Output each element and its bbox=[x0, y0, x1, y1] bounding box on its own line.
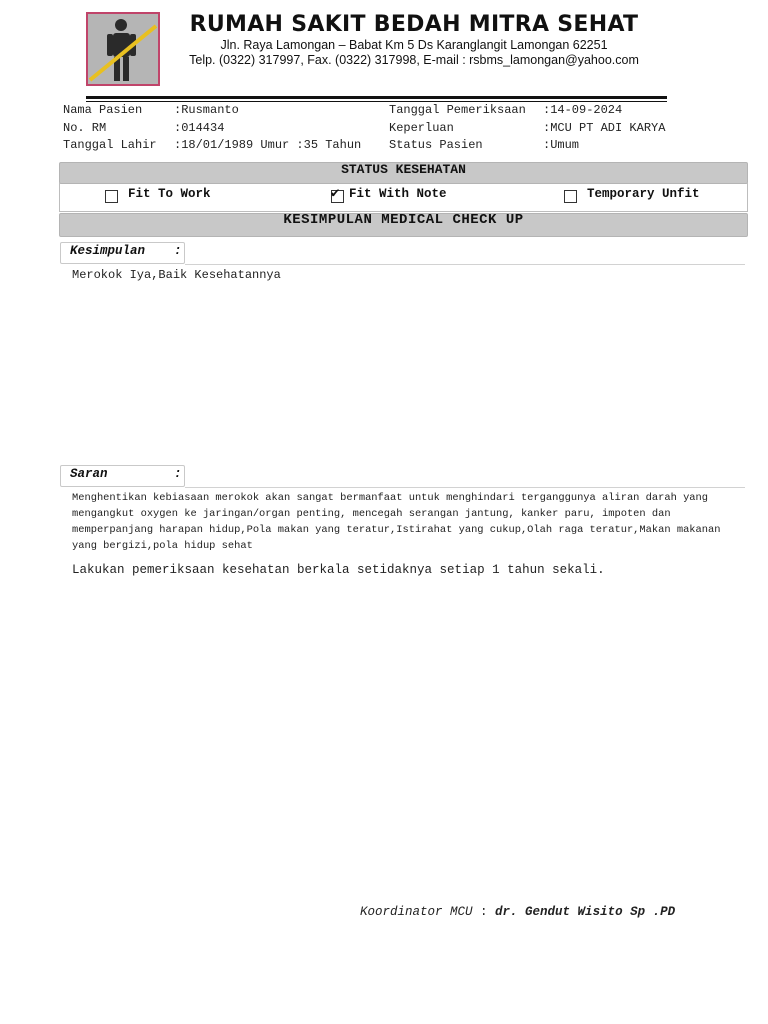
saran-colon: : bbox=[174, 467, 182, 481]
no-rm-value: :014434 bbox=[174, 121, 225, 135]
fit-with-note-checkbox[interactable] bbox=[331, 186, 344, 203]
temporary-unfit-checkbox[interactable] bbox=[564, 190, 577, 203]
saran-text: Menghentikan kebiasaan merokok akan sangat bermanfaat untuk menghindari terganggunya aliran darah yang mengangkut oxygen ke jaringan/organ penting, mencegah serangan jantung, kanker paru, impoten dan memperpanjang harapan hidup,Pola makan yang teratur,Istirahat yang cukup,Olah raga teratur,Makan makanan yang bergizi,pola hidup sehat bbox=[72, 492, 721, 552]
kesimpulan-label: Kesimpulan bbox=[70, 244, 146, 258]
no-rm-label: No. RM bbox=[63, 121, 107, 135]
fit-to-work-checkbox[interactable] bbox=[105, 190, 118, 203]
status-kesehatan-title: STATUS KESEHATAN bbox=[341, 162, 466, 177]
tanggal-pemeriksaan-label: Tanggal Pemeriksaan bbox=[389, 103, 526, 117]
status-kesehatan-header bbox=[59, 162, 748, 184]
nama-pasien-value: :Rusmanto bbox=[174, 103, 239, 117]
signature-colon: : bbox=[472, 905, 496, 919]
koordinator-role: Koordinator MCU bbox=[360, 905, 473, 919]
man-figure-crossed-icon bbox=[88, 14, 158, 84]
status-pasien-value: :Umum bbox=[543, 138, 580, 152]
tanggal-lahir-value: :18/01/1989 Umur :35 Tahun bbox=[174, 138, 362, 152]
signature-line bbox=[360, 905, 675, 919]
kesimpulan-title: KESIMPULAN MEDICAL CHECK UP bbox=[283, 212, 524, 228]
tanggal-pemeriksaan-value: :14-09-2024 bbox=[543, 103, 623, 117]
header-rule-thin bbox=[86, 101, 667, 102]
keperluan-label: Keperluan bbox=[389, 121, 454, 135]
kesimpulan-divider bbox=[185, 264, 745, 265]
kesimpulan-colon: : bbox=[174, 244, 182, 258]
temporary-unfit-label: Temporary Unfit bbox=[587, 187, 700, 201]
saran-label-box bbox=[60, 465, 185, 487]
tanggal-lahir-label: Tanggal Lahir bbox=[63, 138, 157, 152]
hospital-name: RUMAH SAKIT BEDAH MITRA SEHAT bbox=[189, 12, 639, 37]
hospital-address: Jln. Raya Lamongan – Babat Km 5 Ds Karanglangit Lamongan 62251 bbox=[220, 38, 608, 52]
keperluan-value: :MCU PT ADI KARYA bbox=[543, 121, 666, 135]
doctor-name: dr. Gendut Wisito Sp .PD bbox=[495, 905, 676, 919]
saran-note: Lakukan pemeriksaan kesehatan berkala setidaknya setiap 1 tahun sekali. bbox=[72, 563, 605, 577]
nama-pasien-label: Nama Pasien bbox=[63, 103, 143, 117]
kesimpulan-text: Merokok Iya,Baik Kesehatannya bbox=[72, 268, 281, 282]
header-rule-thick bbox=[86, 96, 667, 99]
fit-to-work-label: Fit To Work bbox=[128, 187, 211, 201]
kesimpulan-header bbox=[59, 213, 748, 237]
status-pasien-label: Status Pasien bbox=[389, 138, 483, 152]
hospital-logo bbox=[86, 12, 160, 86]
kesimpulan-label-box bbox=[60, 242, 185, 264]
hospital-contact: Telp. (0322) 317997, Fax. (0322) 317998, E-mail : rsbms_lamongan@yahoo.com bbox=[189, 53, 639, 67]
check-mark-icon: ✔ bbox=[331, 186, 340, 202]
fit-with-note-label: Fit With Note bbox=[349, 187, 447, 201]
saran-label: Saran bbox=[70, 467, 108, 481]
saran-divider bbox=[185, 487, 745, 488]
